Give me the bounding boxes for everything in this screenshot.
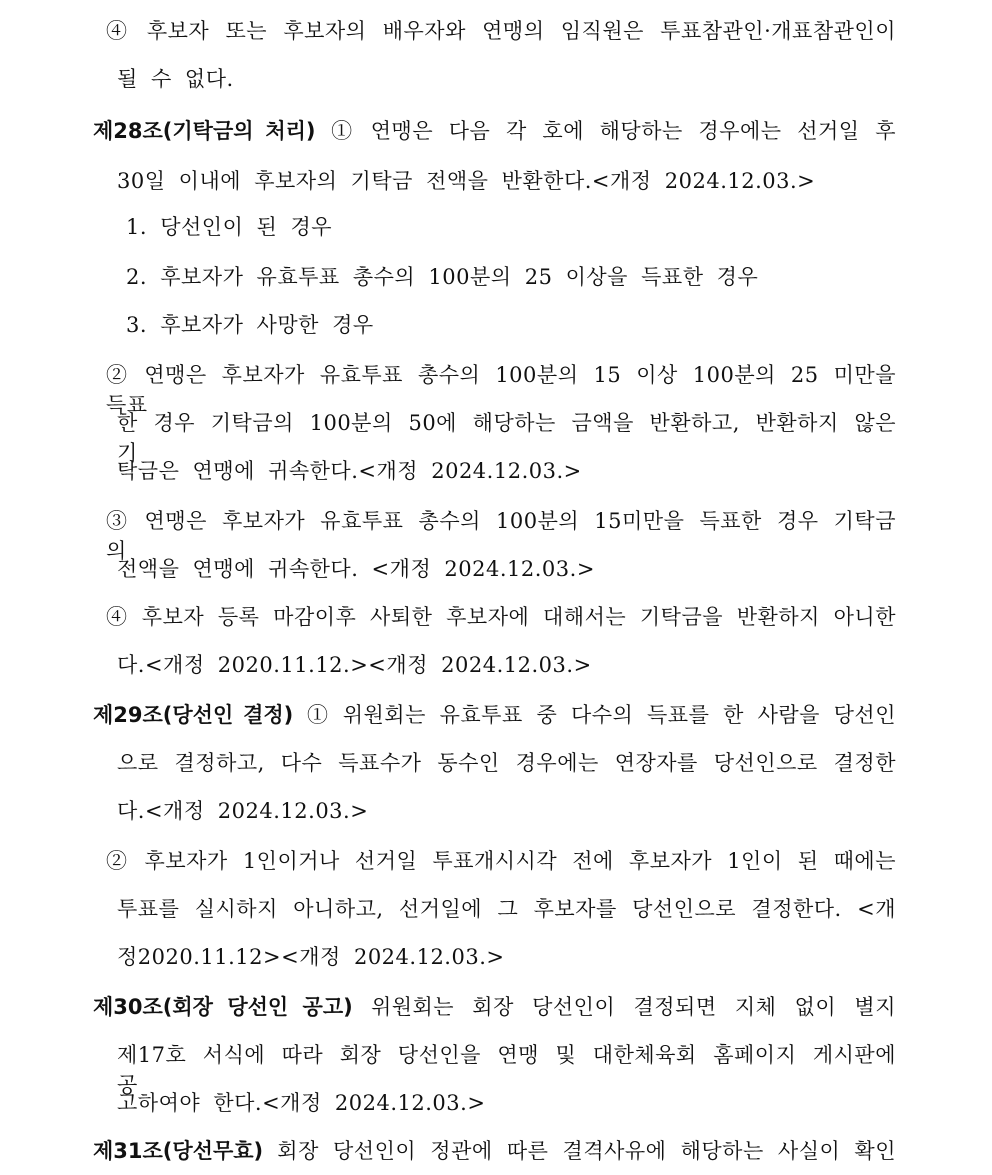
list-item: 3. 후보자가 사망한 경우 — [126, 313, 374, 337]
article-heading: 제29조(당선인 결정) — [93, 703, 294, 727]
list-item: 1. 당선인이 된 경우 — [126, 215, 333, 239]
text-line: ② 후보자가 1인이거나 선거일 투표개시시각 전에 후보자가 1인이 된 때에는 — [106, 849, 896, 873]
text-line: 탁금은 연맹에 귀속한다.<개정 2024.12.03.> — [117, 459, 582, 483]
list-item: 2. 후보자가 유효투표 총수의 100분의 25 이상을 득표한 경우 — [126, 265, 759, 289]
text-line: 될 수 없다. — [117, 67, 234, 91]
text-line: ② 연맹은 후보자가 유효투표 총수의 100분의 15 이상 100분의 25 미만을 득표 — [106, 363, 896, 417]
text-line: ③ 연맹은 후보자가 유효투표 총수의 100분의 15미만을 득표한 경우 기탁금의 — [106, 509, 896, 563]
text-line: 전액을 연맹에 귀속한다. <개정 2024.12.03.> — [117, 557, 595, 581]
text-line: 30일 이내에 후보자의 기탁금 전액을 반환한다.<개정 2024.12.03.> — [117, 169, 816, 193]
text-line: ④ 후보자 등록 마감이후 사퇴한 후보자에 대해서는 기탁금을 반환하지 아니한 — [106, 605, 896, 629]
text-line: 다.<개정 2024.12.03.> — [117, 799, 369, 823]
article-heading: 제31조(당선무효) — [93, 1139, 264, 1163]
article-28: 제28조(기탁금의 처리) ① 연맹은 다음 각 호에 해당하는 경우에는 선거일 후 — [93, 119, 896, 143]
text-line: 고하여야 한다.<개정 2024.12.03.> — [117, 1091, 486, 1115]
text-line: 으로 결정하고, 다수 득표수가 동수인 경우에는 연장자를 당선인으로 결정한 — [117, 751, 896, 775]
text-line: 다.<개정 2020.11.12.><개정 2024.12.03.> — [117, 653, 592, 677]
text-line: 정2020.11.12><개정 2024.12.03.> — [117, 945, 505, 969]
text-line: 투표를 실시하지 아니하고, 선거일에 그 후보자를 당선인으로 결정한다. <개 — [117, 897, 896, 921]
article-30: 제30조(회장 당선인 공고) 위원회는 회장 당선인이 결정되면 지체 없이 별지 — [93, 995, 896, 1019]
text-line: 한 경우 기탁금의 100분의 50에 해당하는 금액을 반환하고, 반환하지 않은 기 — [117, 411, 896, 465]
article-heading: 제30조(회장 당선인 공고) — [93, 995, 353, 1019]
text-line: 제17호 서식에 따라 회장 당선인을 연맹 및 대한체육회 홈페이지 게시판에 공 — [117, 1043, 896, 1097]
text-line: ④ 후보자 또는 후보자의 배우자와 연맹의 임직원은 투표참관인·개표참관인이 — [106, 19, 896, 43]
article-29: 제29조(당선인 결정) ① 위원회는 유효투표 중 다수의 득표를 한 사람을 당선인 — [93, 703, 897, 727]
article-31: 제31조(당선무효) 회장 당선인이 정관에 따른 결격사유에 해당하는 사실이 확인 — [93, 1139, 896, 1163]
article-heading: 제28조(기탁금의 처리) — [93, 119, 316, 143]
